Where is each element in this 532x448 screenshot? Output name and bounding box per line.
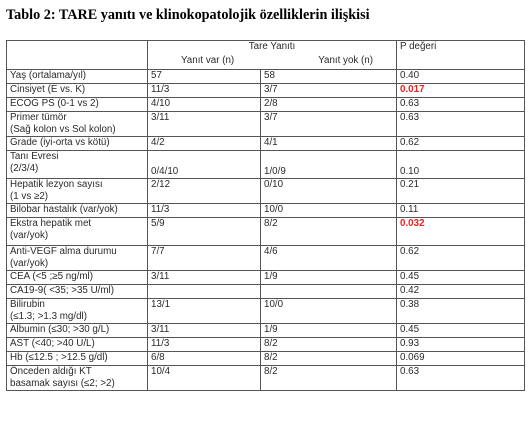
value-no-cell: 8/2 — [261, 352, 397, 366]
row-label-cell — [7, 246, 148, 271]
value-yes-cell: 11/3 — [148, 338, 261, 352]
value-yes-cell: 4/10 — [148, 98, 261, 112]
header-col-no: Yanıt yok (n) — [318, 55, 373, 66]
value-no-cell: 1/9 — [261, 324, 397, 338]
row-label-line: (var/yok) — [10, 258, 49, 269]
row-label-line: Önceden aldığı KT — [10, 366, 92, 377]
p-value-cell: 0.93 — [397, 338, 525, 352]
row-label-cell — [7, 366, 148, 391]
row-label-cell — [7, 84, 148, 98]
table-row — [7, 246, 525, 271]
row-label-cell — [7, 285, 148, 299]
table-row — [7, 151, 525, 179]
row-label-cell — [7, 112, 148, 137]
value-no-cell: 58 — [261, 70, 397, 84]
table-row — [7, 338, 525, 352]
table-row — [7, 218, 525, 246]
value-yes-cell: 0/4/10 — [148, 151, 261, 179]
row-label-line: Hb (≤12.5 ; >12.5 g/dl) — [10, 352, 108, 363]
table-row — [7, 98, 525, 112]
row-label-line: CA19-9( <35; >35 U/ml) — [10, 285, 115, 296]
header-col-yes: Yanıt var (n) — [181, 55, 235, 66]
table-row — [7, 84, 525, 98]
value-no-cell: 8/2 — [261, 218, 397, 246]
row-label-cell — [7, 352, 148, 366]
value-no-cell: 2/8 — [261, 98, 397, 112]
value-yes-cell: 6/8 — [148, 352, 261, 366]
row-label-cell — [7, 324, 148, 338]
row-label-line: (1 vs ≥2) — [10, 191, 49, 202]
row-label-line: basamak sayısı (≤2; >2) — [10, 378, 115, 389]
data-table — [6, 40, 525, 391]
value-yes-cell: 11/3 — [148, 84, 261, 98]
table-row — [7, 352, 525, 366]
row-label-line: Primer tümör — [10, 112, 67, 123]
p-value-cell: 0.62 — [397, 246, 525, 271]
value-yes-cell: 5/9 — [148, 218, 261, 246]
row-label-line: Hepatik lezyon sayısı — [10, 179, 103, 190]
value-yes-cell: 10/4 — [148, 366, 261, 391]
p-value-cell: 0.11 — [397, 204, 525, 218]
row-label-line: Ekstra hepatik met — [10, 218, 92, 229]
value-yes-cell: 3/11 — [148, 271, 261, 285]
value-no-cell: 3/7 — [261, 84, 397, 98]
row-label-line: (var/yok) — [10, 230, 49, 241]
row-label-cell — [7, 98, 148, 112]
table-row — [7, 366, 525, 391]
row-label-line: Albumin (≤30; >30 g/L) — [10, 324, 110, 335]
p-value-cell: 0.069 — [397, 352, 525, 366]
value-yes-cell — [148, 285, 261, 299]
table-row — [7, 299, 525, 324]
table-row — [7, 112, 525, 137]
p-value-cell: 0.032 — [397, 218, 525, 246]
value-no-cell: 10/0 — [261, 299, 397, 324]
row-label-cell — [7, 137, 148, 151]
p-value-cell: 0.40 — [397, 70, 525, 84]
p-value-cell: 0.21 — [397, 179, 525, 204]
row-label-line: Anti-VEGF alma durumu — [10, 246, 117, 257]
value-no-cell: 1/9 — [261, 271, 397, 285]
value-yes-cell: 4/2 — [148, 137, 261, 151]
row-label-cell — [7, 179, 148, 204]
value-yes-cell: 3/11 — [148, 112, 261, 137]
value-yes-cell: 11/3 — [148, 204, 261, 218]
p-value-cell: 0.63 — [397, 366, 525, 391]
value-yes-cell: 57 — [148, 70, 261, 84]
value-no-cell: 8/2 — [261, 366, 397, 391]
p-value-cell: 0.63 — [397, 112, 525, 137]
value-no-cell — [261, 285, 397, 299]
header-group-cell — [148, 41, 397, 70]
value-no-cell: 0/10 — [261, 179, 397, 204]
value-no-cell: 3/7 — [261, 112, 397, 137]
header-empty-cell — [7, 41, 148, 70]
row-label-line: Grade (iyi-orta vs kötü) — [10, 137, 110, 148]
p-value-cell: 0.017 — [397, 84, 525, 98]
row-label-cell — [7, 338, 148, 352]
value-yes-cell: 7/7 — [148, 246, 261, 271]
table-row — [7, 70, 525, 84]
table-row — [7, 179, 525, 204]
p-value-cell: 0.38 — [397, 299, 525, 324]
row-label-line: CEA (<5 ;≥5 ng/ml) — [10, 271, 93, 282]
row-label-line: AST (<40; >40 U/L) — [10, 338, 95, 349]
value-no-cell: 8/2 — [261, 338, 397, 352]
p-value-cell: 0.45 — [397, 324, 525, 338]
row-label-line: (2/3/4) — [10, 163, 39, 174]
p-value-cell: 0.63 — [397, 98, 525, 112]
table-row — [7, 271, 525, 285]
row-label-line: Cinsiyet (E vs. K) — [10, 84, 86, 95]
row-label-line: (Sağ kolon vs Sol kolon) — [10, 124, 116, 135]
p-value-cell: 0.62 — [397, 137, 525, 151]
table-row — [7, 324, 525, 338]
p-value-cell: 0.45 — [397, 271, 525, 285]
header-row — [7, 41, 525, 70]
row-label-line: Bilirubin — [10, 299, 45, 310]
row-label-line: Bilobar hastalık (var/yok) — [10, 204, 118, 215]
table-row — [7, 137, 525, 151]
header-col-p: P değeri — [397, 41, 525, 70]
value-no-cell: 4/6 — [261, 246, 397, 271]
header-group-label: Tare Yanıtı — [248, 41, 296, 52]
value-no-cell: 10/0 — [261, 204, 397, 218]
value-yes-cell: 3/11 — [148, 324, 261, 338]
row-label-line: Tanı Evresi — [10, 151, 59, 162]
table-title: Tablo 2: TARE yanıtı ve klinokopatolojik özelliklerin ilişkisi — [6, 7, 370, 23]
value-yes-cell: 2/12 — [148, 179, 261, 204]
row-label-line: Yaş (ortalama/yıl) — [10, 70, 87, 81]
p-value-cell: 0.10 — [397, 151, 525, 179]
table-row — [7, 285, 525, 299]
value-no-cell: 4/1 — [261, 137, 397, 151]
p-value-cell: 0.42 — [397, 285, 525, 299]
row-label-cell — [7, 151, 148, 179]
row-label-cell — [7, 218, 148, 246]
value-no-cell: 1/0/9 — [261, 151, 397, 179]
table-row — [7, 204, 525, 218]
row-label-cell — [7, 204, 148, 218]
row-label-line: ECOG PS (0-1 vs 2) — [10, 98, 99, 109]
row-label-cell — [7, 299, 148, 324]
value-yes-cell: 13/1 — [148, 299, 261, 324]
row-label-line: (≤1.3; >1.3 mg/dl) — [10, 311, 87, 322]
row-label-cell — [7, 70, 148, 84]
row-label-cell — [7, 271, 148, 285]
